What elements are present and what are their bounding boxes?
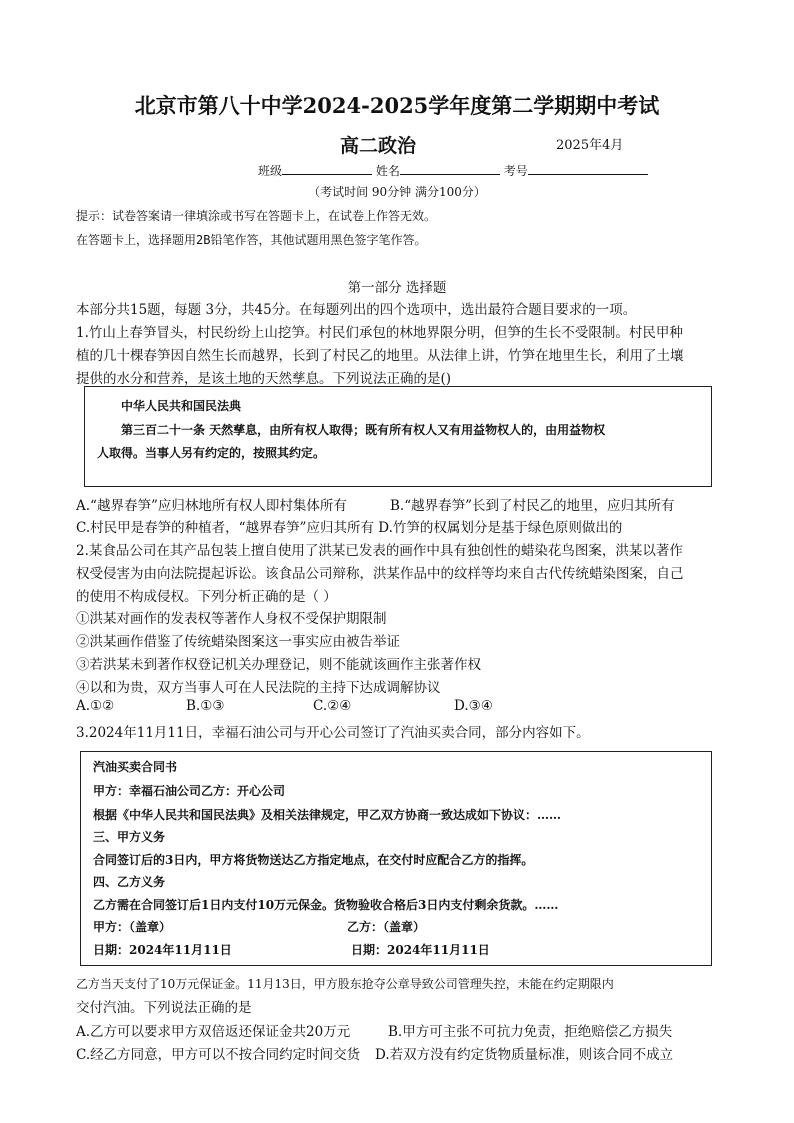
- q2-option-d[interactable]: D.③④: [454, 698, 493, 714]
- q1-stem-line-2: 植的几十棵春笋因自然生长而越界，长到了村民乙的地里。从法律上讲，竹笋在地里生长，利用了土壤: [76, 348, 684, 364]
- q1-law-line-1: 第三百二十一条 天然孳息，由所有权人取得；既有所有权人又有用益物权人的，由用益物权: [121, 423, 606, 437]
- name-label: 姓名: [375, 164, 400, 178]
- q2-option-c[interactable]: C.②④: [313, 698, 352, 714]
- name-blank[interactable]: [400, 162, 500, 175]
- q3-scenario-line-1: 乙方当天支付了10万元保证金。11月13日，甲方股东抢夺公章导致公司管理失控，未能在约定期限内: [76, 977, 614, 991]
- q3-contract-party-a-duty: 合同签订后的3日内，甲方将货物送达乙方指定地点，在交付时应配合乙方的指挥。: [93, 853, 534, 867]
- exam-title: 北京市第八十中学2024-2025学年度第二学期期中考试: [134, 93, 660, 118]
- section-title: 第一部分 选择题: [347, 280, 447, 296]
- q2-option-b[interactable]: B.①③: [186, 698, 225, 714]
- q3-contract-title: 汽油买卖合同书: [93, 760, 178, 774]
- q3-option-a[interactable]: A.乙方可以要求甲方双倍返还保证金共20万元: [76, 1024, 351, 1040]
- q1-option-b[interactable]: B.“越界春笋”长到了村民乙的地里，应归其所有: [390, 498, 675, 514]
- number-blank[interactable]: [528, 162, 648, 175]
- q3-contract-heading-3: 三、甲方义务: [93, 830, 166, 844]
- q1-law-box: [84, 386, 712, 487]
- q1-option-a[interactable]: A.“越界春笋”应归林地所有权人即村集体所有: [76, 498, 347, 514]
- q2-statement-4: ④以和为贵，双方当事人可在人民法院的主持下达成调解协议: [76, 680, 441, 696]
- class-blank[interactable]: [282, 162, 372, 175]
- q3-contract-box: [80, 751, 712, 966]
- q1-option-c-d[interactable]: C.村民甲是春笋的种植者，“越界春笋”应归其所有 D.竹笋的权属划分是基于绿色原则做出的: [76, 520, 623, 536]
- q3-stem-line-1: 3.2024年11月11日，幸福石油公司与开心公司签订了汽油买卖合同，部分内容如下。: [76, 725, 590, 741]
- q2-statement-1: ①洪某对画作的发表权等著作人身权不受保护期限制: [76, 611, 387, 627]
- q1-law-line-2: 人取得。当事人另有约定的，按照其约定。: [97, 446, 326, 460]
- q3-contract-date-b: 日期：2024年11月11日: [351, 943, 490, 957]
- q3-contract-heading-4: 四、乙方义务: [93, 875, 166, 889]
- q3-option-c[interactable]: C.经乙方同意，甲方可以不按合同约定时间交货: [76, 1047, 361, 1063]
- q3-contract-party-b-duty: 乙方需在合同签订后1日内支付10万元保金。货物验收合格后3日内支付剩余货款。……: [93, 898, 559, 912]
- q3-contract-seal-a: 甲方：（盖章）: [93, 920, 172, 934]
- student-info-fields: [258, 162, 648, 179]
- q2-option-a[interactable]: A.①②: [76, 698, 115, 714]
- q3-contract-date-a: 日期：2024年11月11日: [93, 943, 232, 957]
- q2-stem-line-1: 2.某食品公司在其产品包装上擅自使用了洪某已发表的画作中具有独创性的蜡染花鸟图案，洪某以著作: [76, 543, 683, 559]
- q2-statement-3: ③若洪某未到著作权登记机关办理登记，则不能就该画作主张著作权: [76, 657, 481, 673]
- exam-time-info: （考试时间 90分钟 满分100分）: [308, 185, 486, 199]
- q3-contract-parties: 甲方：幸福石油公司乙方：开心公司: [93, 784, 286, 798]
- exam-date: 2025年4月: [556, 138, 624, 153]
- q3-scenario-line-2: 交付汽油。下列说法正确的是: [76, 1000, 252, 1016]
- q2-stem-line-2: 权受侵害为由向法院提起诉讼。该食品公司辩称，洪某作品中的纹样等均来自古代传统蜡染图案，自己: [76, 566, 684, 582]
- q1-stem-line-1: 1.竹山上春笋冒头，村民纷纷上山挖笋。村民们承包的林地界限分明，但笋的生长不受限制。村民甲种: [76, 325, 683, 341]
- q1-stem-line-3: 提供的水分和营养，是该土地的天然孳息。下列说法正确的是(): [76, 371, 452, 387]
- q3-contract-basis: 根据《中华人民共和国民法典》及相关法律规定，甲乙双方协商一致达成如下协议：……: [93, 808, 562, 822]
- q3-contract-seal-b: 乙方：（盖章）: [347, 920, 426, 934]
- q2-stem-line-3: 的使用不构成侵权。下列分析正确的是（ ）: [76, 589, 337, 605]
- exam-subject: 高二政治: [340, 135, 417, 157]
- instruction-tip-1: 提示：试卷答案请一律填涂或书写在答题卡上，在试卷上作答无效。: [76, 209, 437, 223]
- q3-option-d[interactable]: D.若双方没有约定货物质量标准，则该合同不成立: [375, 1047, 674, 1063]
- instruction-tip-2: 在答题卡上，选择题用2B铅笔作答，其他试题用黑色签字笔作答。: [76, 233, 427, 247]
- q1-law-title: 中华人民共和国民法典: [121, 399, 242, 413]
- q3-option-b[interactable]: B.甲方可主张不可抗力免责，拒绝赔偿乙方损失: [388, 1024, 673, 1040]
- section-intro: 本部分共15题，每题 3分，共45分。在每题列出的四个选项中，选出最符合题目要求的一项。: [76, 302, 637, 318]
- number-label: 考号: [503, 164, 528, 178]
- class-label: 班级: [258, 164, 283, 178]
- q2-statement-2: ②洪某画作借鉴了传统蜡染图案这一事实应由被告举证: [76, 634, 400, 650]
